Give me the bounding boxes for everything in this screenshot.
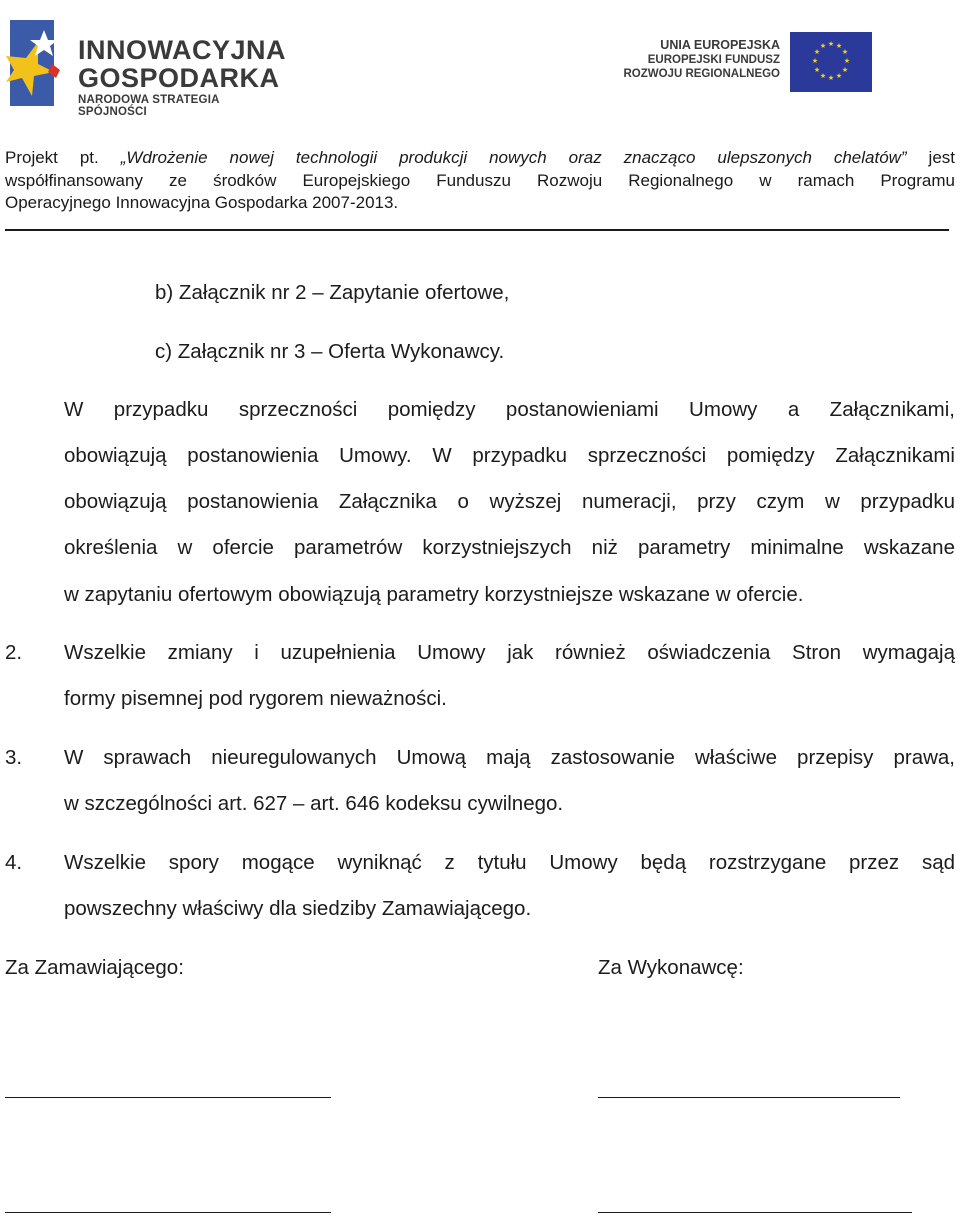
- point-4-number: 4.: [5, 851, 23, 874]
- signature-line-right-1: [598, 1097, 900, 1098]
- svg-text:★: ★: [827, 74, 835, 82]
- point-4-line1: Wszelkie spory mogące wyniknąć z tytułu Umowy będą rozstrzygane przez sąd: [64, 851, 955, 874]
- point-2-number: 2.: [5, 641, 23, 664]
- paragraph1-line1: W przypadku sprzeczności pomiędzy postanowieniami Umowy a Załącznikami,: [64, 398, 955, 421]
- list-item-c: c) Załącznik nr 3 – Oferta Wykonawcy.: [155, 340, 505, 363]
- signature-line-left-2: [5, 1212, 331, 1213]
- logo-left-line2: GOSPODARKA: [78, 63, 280, 93]
- project-statement-line2: współfinansowany ze środków Europejskiego Funduszu Rozwoju Regionalnego w ramach Programu: [5, 170, 955, 190]
- svg-text:★: ★: [811, 57, 819, 65]
- logo-right-line3: ROZWOJU REGIONALNEGO: [623, 68, 780, 80]
- eu-logo: [623, 28, 876, 94]
- innowacyjna-gospodarka-emblem-icon: [4, 12, 74, 112]
- header-divider: [5, 229, 949, 231]
- paragraph1-line5: w zapytaniu ofertowym obowiązują parametry korzystniejsze wskazane w ofercie.: [64, 583, 804, 606]
- project-suffix: jest: [906, 148, 955, 167]
- project-statement-line3: Operacyjnego Innowacyjna Gospodarka 2007-2013.: [5, 193, 399, 212]
- point-2-line2: formy pisemnej pod rygorem nieważności.: [64, 687, 447, 710]
- point-2-line1: Wszelkie zmiany i uzupełnienia Umowy jak również oświadczenia Stron wymagają: [64, 641, 955, 664]
- logo-right-line2: EUROPEJSKI FUNDUSZ: [647, 54, 780, 66]
- innowacyjna-gospodarka-logo: [4, 8, 287, 118]
- point-3-number: 3.: [5, 746, 23, 769]
- signature-line-left-1: [5, 1097, 331, 1098]
- paragraph1-line2: obowiązują postanowienia Umowy. W przypadku sprzeczności pomiędzy Załącznikami: [64, 444, 955, 467]
- project-prefix: Projekt pt.: [5, 148, 121, 167]
- signature-label-zamawiajacy: Za Zamawiającego:: [5, 956, 184, 979]
- point-3-line1: W sprawach nieuregulowanych Umową mają zastosowanie właściwe przepisy prawa,: [64, 746, 955, 769]
- paragraph1-line3: obowiązują postanowienia Załącznika o wyższej numeracji, przy czym w przypadku: [64, 490, 955, 513]
- svg-text:★: ★: [819, 42, 827, 50]
- point-3-line2: w szczególności art. 627 – art. 646 kodeksu cywilnego.: [64, 792, 564, 815]
- project-statement-line1: [5, 147, 955, 170]
- svg-text:★: ★: [841, 66, 849, 74]
- point-4-line2: powszechny właściwy dla siedziby Zamawiającego.: [64, 897, 532, 920]
- svg-text:★: ★: [835, 72, 843, 80]
- eu-flag-icon: [790, 32, 872, 92]
- signature-label-wykonawca: Za Wykonawcę:: [598, 956, 744, 979]
- project-title: „Wdrożenie nowej technologii produkcji nowych oraz znacząco ulepszonych chelatów”: [120, 148, 907, 167]
- svg-text:★: ★: [835, 42, 843, 50]
- svg-text:★: ★: [819, 72, 827, 80]
- svg-text:★: ★: [813, 48, 821, 56]
- logo-right-line1: UNIA EUROPEJSKA: [660, 38, 780, 52]
- signature-line-right-2: [598, 1212, 912, 1213]
- svg-text:★: ★: [813, 66, 821, 74]
- logo-left-line1: INNOWACYJNA: [78, 35, 287, 65]
- list-item-b: b) Załącznik nr 2 – Zapytanie ofertowe,: [155, 281, 510, 304]
- svg-text:★: ★: [843, 57, 851, 65]
- svg-text:★: ★: [827, 40, 835, 48]
- project-statement: [5, 147, 955, 215]
- svg-text:★: ★: [841, 48, 849, 56]
- logo-left-line3: NARODOWA STRATEGIA SPÓJNOŚCI: [78, 94, 220, 118]
- paragraph1-line4: określenia w ofercie parametrów korzystniejszych niż parametry minimalne wskazane: [64, 536, 955, 559]
